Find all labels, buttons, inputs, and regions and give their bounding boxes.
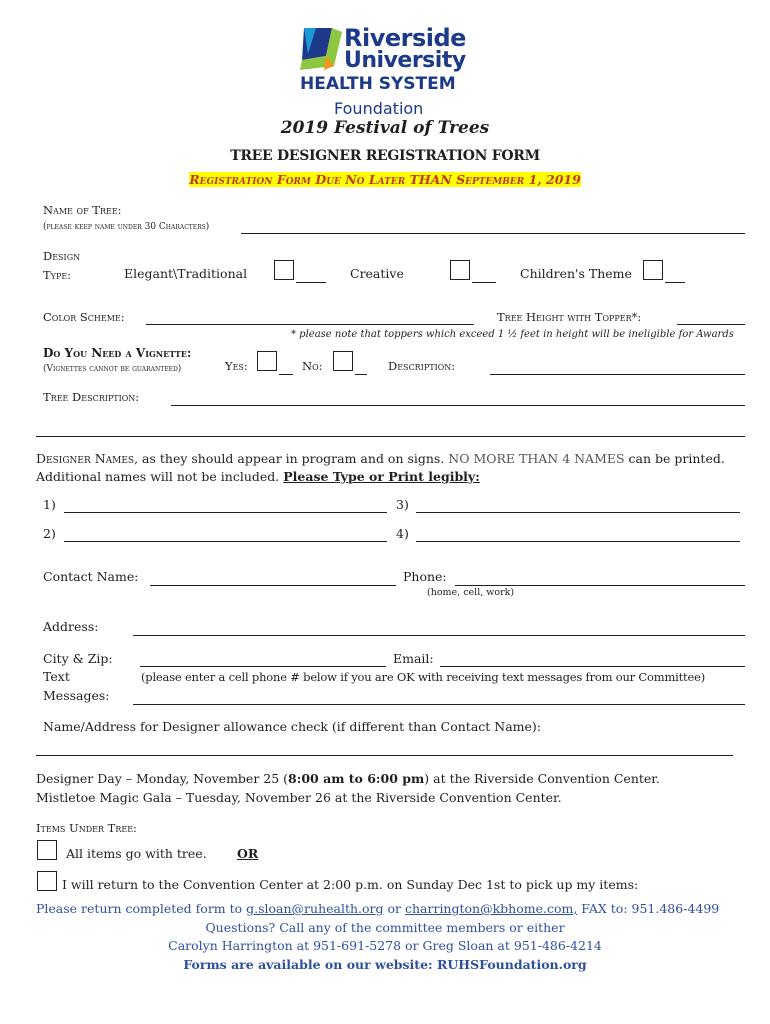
logo-line-riverside: Riverside: [344, 24, 466, 52]
text-messages-label-1: Text: [43, 669, 70, 684]
name-of-tree-label: Name of Tree:: [43, 203, 122, 217]
designer-names-legibly: Please Type or Print legibly:: [283, 469, 480, 484]
type-elegant-checkbox[interactable]: [274, 260, 294, 280]
type-creative-line: [472, 282, 496, 283]
vignette-yes-line: [279, 374, 293, 375]
type-creative-label: Creative: [350, 266, 404, 281]
vignette-no-label: No:: [302, 359, 323, 373]
phone-label: Phone:: [403, 569, 447, 584]
address-field[interactable]: [133, 635, 745, 636]
name-of-tree-field[interactable]: [241, 233, 745, 234]
form-title: TREE DESIGNER REGISTRATION FORM: [230, 148, 540, 164]
type-label: Type:: [43, 268, 72, 282]
color-scheme-field[interactable]: [146, 324, 474, 325]
due-date-notice: [0, 169, 770, 188]
designer-names-line2: [36, 469, 480, 484]
items-under-tree-label: Items Under Tree:: [36, 821, 137, 835]
designer-2-label: 2): [43, 526, 56, 541]
items-or-label: OR: [237, 846, 259, 861]
vignette-question: Do You Need a Vignette:: [43, 346, 192, 360]
designer-names-text2: can be printed.: [624, 451, 725, 466]
fax-number: FAX to: 951.486-4499: [577, 901, 720, 916]
color-scheme-label: Color Scheme:: [43, 310, 125, 324]
city-zip-field[interactable]: [140, 666, 386, 667]
allowance-field[interactable]: [36, 755, 733, 756]
email-label: Email:: [393, 651, 434, 666]
name-of-tree-note: (please keep name under 30 Characters): [43, 222, 210, 232]
text-messages-note: (please enter a cell phone # below if you are OK with receiving text messages from our Committee): [141, 670, 705, 684]
designer-names-text1: , as they should appear in program and on signs.: [134, 451, 449, 466]
items-option-2-checkbox[interactable]: [37, 871, 57, 891]
email-link-2[interactable]: charrington@kbhome.com,: [404, 901, 578, 916]
vignette-yes-checkbox[interactable]: [257, 351, 277, 371]
type-elegant-label: Elegant\Traditional: [124, 266, 248, 281]
return-instructions: [36, 901, 719, 916]
due-date-text: Registration Form Due No Later THAN September 1, 2019: [189, 172, 581, 187]
contact-name-label: Contact Name:: [43, 569, 139, 584]
items-option-2-label: I will return to the Convention Center at 2:00 p.m. on Sunday Dec 1st to pick up my items:: [62, 877, 639, 892]
tree-description-field-2[interactable]: [36, 436, 745, 437]
designer-1-field[interactable]: [64, 512, 387, 513]
type-children-label: Children's Theme: [520, 266, 632, 281]
logo-line-foundation: Foundation: [334, 99, 424, 118]
address-label: Address:: [43, 619, 99, 634]
website-link[interactable]: RUHSFoundation.org: [437, 957, 587, 972]
designer-3-label: 3): [396, 497, 409, 512]
designer-names-instructions: [36, 451, 725, 466]
festival-title: 2019 Festival of Trees: [280, 118, 490, 138]
description-label: Description:: [388, 359, 456, 373]
description-field[interactable]: [490, 374, 745, 375]
designer-1-label: 1): [43, 497, 56, 512]
email-link-1[interactable]: g.sloan@ruhealth.org: [246, 901, 384, 916]
allowance-label: Name/Address for Designer allowance check (if different than Contact Name):: [43, 719, 541, 734]
phone-note: (home, cell, work): [427, 587, 515, 598]
return-or: or: [383, 901, 405, 916]
items-option-1-checkbox[interactable]: [37, 840, 57, 860]
logo-mark-icon: [300, 26, 344, 72]
type-children-line: [665, 282, 685, 283]
designer-day-pre: Designer Day – Monday, November 25 (: [36, 771, 289, 786]
designer-3-field[interactable]: [416, 512, 740, 513]
vignette-yes-label: Yes:: [225, 359, 248, 373]
designer-names-additional: Additional names will not be included.: [36, 469, 284, 484]
phone-field[interactable]: [455, 585, 745, 586]
type-elegant-line: [296, 282, 326, 283]
tree-description-field[interactable]: [171, 405, 745, 406]
committee-contacts: Carolyn Harrington at 951-691-5278 or Greg Sloan at 951-486-4214: [168, 938, 602, 953]
questions-text: Questions? Call any of the committee members or either: [205, 920, 565, 935]
designer-day-hours: 8:00 am to 6:00 pm: [288, 771, 425, 786]
text-messages-field[interactable]: [133, 704, 745, 705]
logo: [298, 24, 478, 120]
type-creative-checkbox[interactable]: [450, 260, 470, 280]
website-label: Forms are available on our website:: [183, 957, 437, 972]
vignette-no-line: [355, 374, 367, 375]
tree-height-field[interactable]: [677, 324, 745, 325]
contact-name-field[interactable]: [150, 585, 396, 586]
gala-info: Mistletoe Magic Gala – Tuesday, November 26 at the Riverside Convention Center.: [36, 790, 562, 805]
items-option-1-label: All items go with tree.: [66, 846, 207, 861]
vignette-no-checkbox[interactable]: [333, 351, 353, 371]
design-label: Design: [43, 249, 81, 263]
designer-4-field[interactable]: [416, 541, 740, 542]
text-messages-label-2: Messages:: [43, 688, 110, 703]
designer-names-limit: NO MORE THAN 4 NAMES: [448, 451, 625, 466]
designer-day-info: [36, 771, 660, 786]
tree-description-label: Tree Description:: [43, 390, 140, 404]
logo-line-health-system: HEALTH SYSTEM: [300, 74, 456, 94]
email-field[interactable]: [440, 666, 745, 667]
designer-2-field[interactable]: [64, 541, 387, 542]
tree-height-label: Tree Height with Topper*:: [497, 310, 642, 324]
website-line: [0, 957, 770, 972]
designer-day-post: ) at the Riverside Convention Center.: [424, 771, 660, 786]
type-children-checkbox[interactable]: [643, 260, 663, 280]
return-pre: Please return completed form to: [36, 901, 247, 916]
topper-note: * please note that toppers which exceed 1 ½ feet in height will be ineligible for Awards: [291, 329, 734, 340]
vignette-note: (Vignettes cannot be guaranteed): [43, 364, 182, 374]
designer-4-label: 4): [396, 526, 409, 541]
designer-names-lead: Designer Names: [36, 451, 135, 466]
logo-line-university: University: [344, 48, 466, 73]
city-zip-label: City & Zip:: [43, 651, 113, 666]
